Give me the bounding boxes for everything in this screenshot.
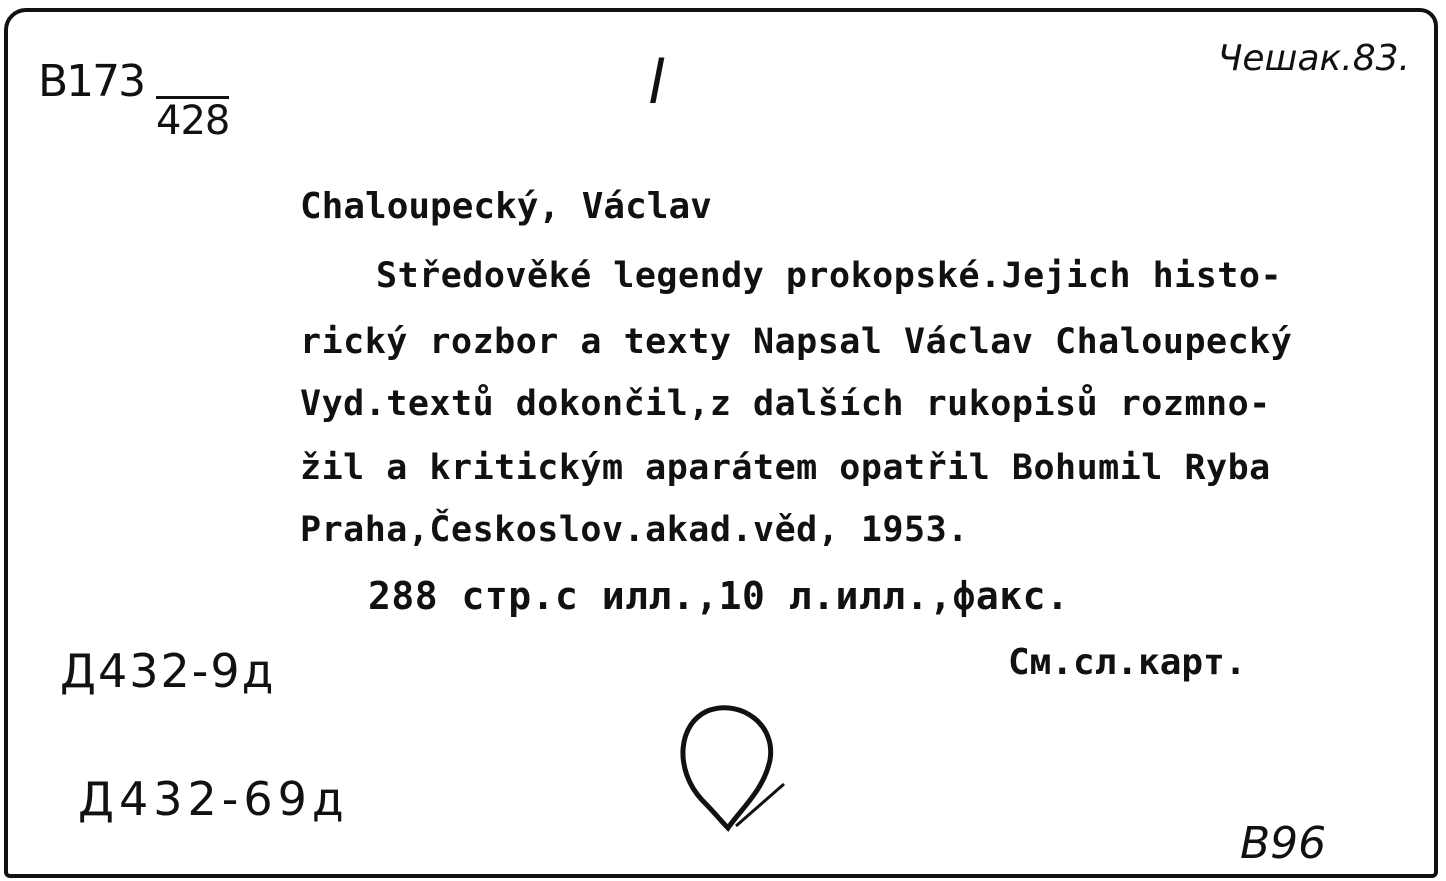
bottom-code: В96 [1240,818,1327,869]
shelfmark [38,56,144,107]
inventory-number-1: Д432-9д [60,644,276,698]
title-line-3: Vyd.textů dokončil,z dalších rukopisů rozmno- [300,384,1271,424]
author-heading: Chaloupecký, Václav [300,186,712,227]
collation: 288 стр.с илл.,10 л.илл.,факс. [368,574,1070,618]
title-line-1: Středověké legendy prokopské.Jejich histo- [376,256,1283,296]
title-line-2: rický rozbor a texty Napsal Václav Chaloupecký [300,322,1293,362]
copy-mark: l [648,48,665,118]
catalog-card [4,8,1438,878]
oval-stamp-icon [672,700,792,845]
subject-code: Чешак.83. [1217,38,1410,79]
shelfmark-main: B173 [38,56,145,107]
inventory-number-2: Д432-69д [78,772,349,826]
see-next-card: См.сл.карт. [1008,642,1247,683]
title-line-4: žil a kritickým aparátem opatřil Bohumil Ryba [300,448,1271,488]
shelfmark-sub: 428 [156,98,230,144]
imprint-line: Praha,Českoslov.akad.věd, 1953. [300,510,969,550]
